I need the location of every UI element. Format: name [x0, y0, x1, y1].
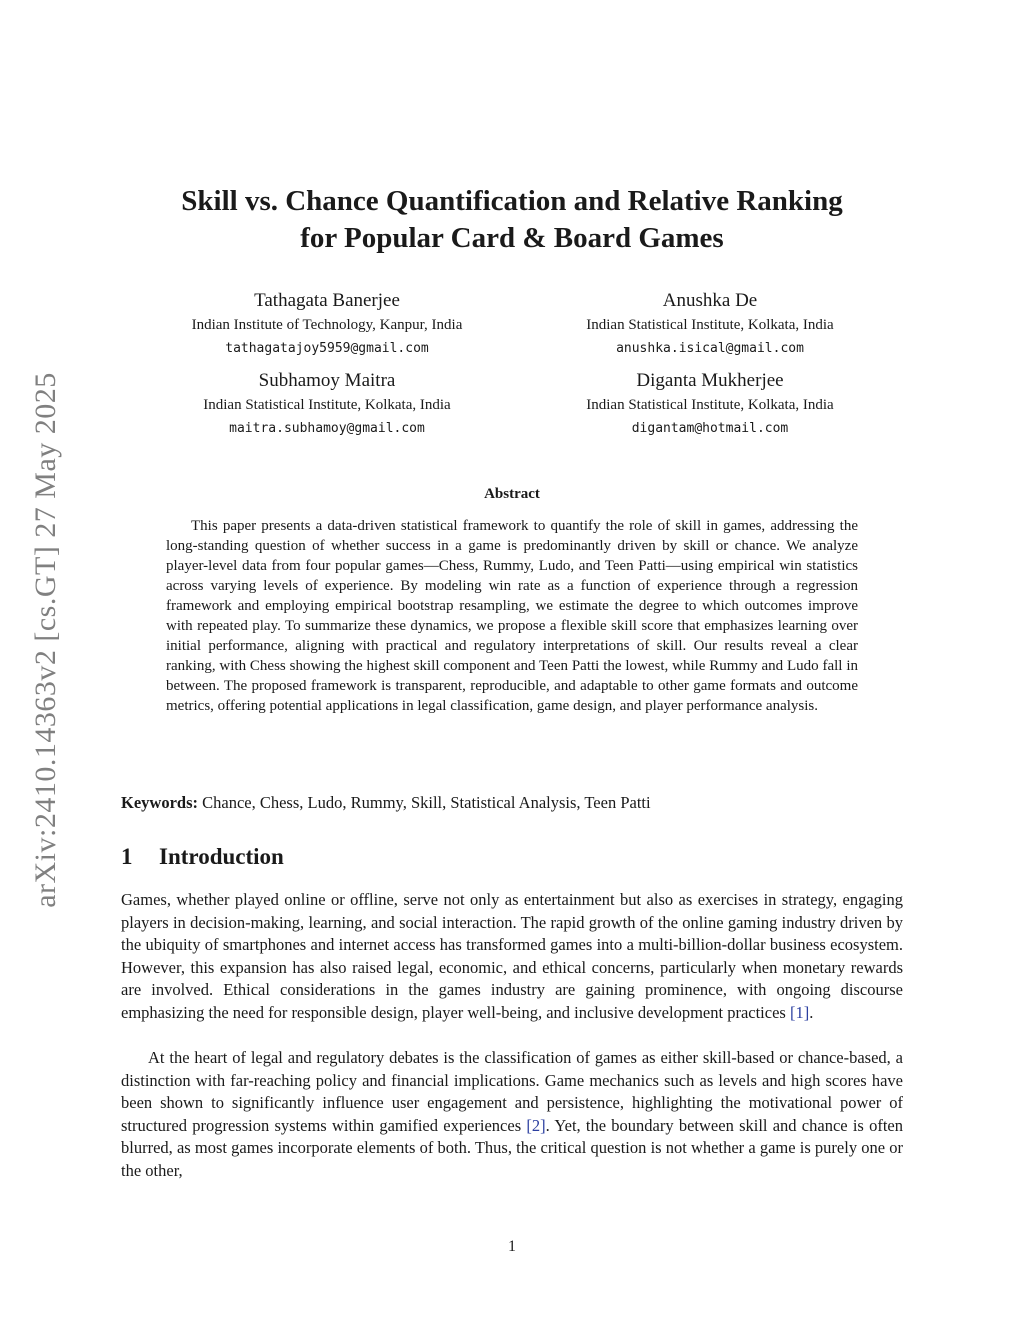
section-number: 1 — [121, 844, 133, 869]
title-line-1: Skill vs. Chance Quantification and Relative Ranking — [181, 185, 843, 217]
paragraph-text: At the heart of legal and regulatory debates is the classification of games as either skill-based or chance-based, a distinction with far-reaching policy and financial implications. Game mechanics such as levels and high scores have been shown to significantly influence user engagement and persistence, highlighting the motivational power of structured progression systems within gamified experiences — [121, 1048, 903, 1135]
title-line-2: for Popular Card & Board Games — [300, 222, 724, 254]
author-block — [510, 289, 910, 361]
body-paragraph — [121, 889, 903, 1025]
keywords-label: Keywords: — [121, 793, 198, 812]
author-email: maitra.subhamoy@gmail.com — [229, 421, 425, 436]
section-title: Introduction — [159, 844, 284, 869]
author-block — [127, 369, 527, 441]
paragraph-text: . — [809, 1002, 814, 1022]
citation-link[interactable]: [2] — [526, 1115, 546, 1135]
body-paragraph — [121, 1047, 903, 1183]
abstract-text: This paper presents a data-driven statistical framework to quantify the role of skill in games, addressing the long-standing question of whether success in a game is predominantly driven by skill or chance. We analyze player-level data from four popular games—Chess, Rummy, Ludo, and Teen Patti—using empirical win statistics across varying levels of experience. By modeling win rate as a function of experience through a regression framework and employing empirical bootstrap resampling, we estimate the degree to which outcomes improve with repeated play. To summarize these dynamics, we propose a flexible skill score that emphasizes learning over initial performance, aligning with practical and regulatory interpretations of skill. Our results reveal a clear ranking, with Chess showing the highest skill component and Teen Patti the lowest, while Rummy and Ludo fall in between. The proposed framework is transparent, reproducible, and adaptable to other game formats and outcome metrics, offering potential applications in legal classification, game design, and player performance analysis. — [166, 518, 858, 714]
page-number: 1 — [508, 1238, 516, 1255]
author-email: anushka.isical@gmail.com — [616, 341, 804, 356]
paragraph-text: Games, whether played online or offline, serve not only as entertainment but also as exercises in strategy, engaging players in decision-making, learning, and social interaction. The rapid growth of the online gaming industry driven by the ubiquity of smartphones and internet access has transformed games into a multi-billion-dollar business ecosystem. However, this expansion has also raised legal, economic, and ethical concerns, particularly when monetary rewards are involved. Ethical considerations in the games industry are gaining prominence, with ongoing discourse emphasizing the need for responsible design, player well-being, and inclusive development practices — [121, 890, 903, 1022]
author-name: Anushka De — [662, 290, 758, 311]
arxiv-identifier-stamp: arXiv:2410.14363v2 [cs.GT] 27 May 2025 — [29, 372, 62, 908]
paper-title — [112, 183, 912, 257]
author-affiliation: Indian Statistical Institute, Kolkata, India — [586, 317, 834, 333]
author-affiliation: Indian Statistical Institute, Kolkata, India — [203, 397, 451, 413]
author-name: Subhamoy Maitra — [258, 370, 396, 391]
author-affiliation: Indian Institute of Technology, Kanpur, India — [191, 317, 463, 333]
citation-link[interactable]: [1] — [789, 1002, 810, 1022]
author-block — [510, 369, 910, 441]
paragraph-text: . Yet, the boundary between skill and chance is often blurred, as most games incorporate elements of both. Thus, the critical question is not whether a game is purely one or the other, — [121, 1115, 903, 1180]
author-email: tathagatajoy5959@gmail.com — [225, 341, 429, 356]
author-email: digantam@hotmail.com — [631, 421, 789, 436]
author-affiliation: Indian Statistical Institute, Kolkata, India — [586, 397, 834, 413]
keywords-list: Chance, Chess, Ludo, Rummy, Skill, Statistical Analysis, Teen Patti — [202, 793, 651, 812]
author-block — [127, 289, 527, 361]
keywords-line — [121, 792, 911, 814]
abstract-heading: Abstract — [484, 486, 540, 502]
author-name: Diganta Mukherjee — [636, 370, 784, 391]
author-name: Tathagata Banerjee — [254, 290, 400, 311]
section-heading — [121, 843, 284, 871]
